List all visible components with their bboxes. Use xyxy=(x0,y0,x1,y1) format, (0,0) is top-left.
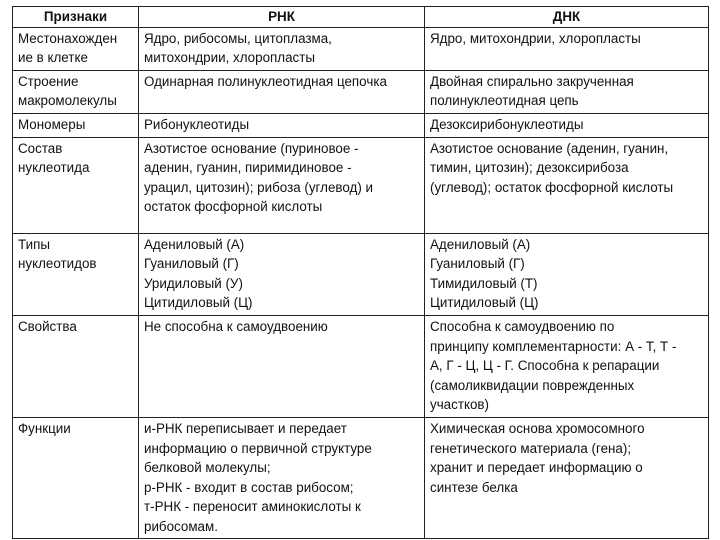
feature-cell-line: Местонахожден xyxy=(18,30,118,46)
dna-cell-line: Адениловый (А) xyxy=(430,236,531,252)
feature-cell-line: макромолекулы xyxy=(18,93,117,109)
dna-cell-line: принципу комплементарности: А - Т, Т - xyxy=(430,338,677,354)
feature-cell xyxy=(13,315,139,417)
table-row-monomers xyxy=(13,113,709,137)
dna-cell-line: полинуклеотидная цепь xyxy=(430,93,579,109)
table-row-location xyxy=(13,27,709,70)
dna-cell-line: тимин, цитозин); дезоксирибоза xyxy=(430,160,629,176)
feature-cell xyxy=(13,70,139,113)
rna-cell-line: Гуаниловый (Г) xyxy=(144,256,239,272)
rna-cell-line: остаток фосфорной кислоты xyxy=(144,199,323,215)
feature-cell-line: Состав xyxy=(18,140,63,156)
header-rna: РНК xyxy=(139,7,425,28)
feature-cell xyxy=(13,113,139,137)
dna-cell-line: Двойная спирально закрученная xyxy=(430,73,634,89)
dna-cell xyxy=(425,27,709,70)
rna-cell-line: Адениловый (А) xyxy=(144,236,245,252)
feature-cell-line: Строение xyxy=(18,73,79,89)
table-row-structure xyxy=(13,70,709,113)
rna-cell-line: рибосомам. xyxy=(144,518,218,534)
dna-cell xyxy=(425,70,709,113)
dna-cell-line: Химическая основа хромосомного xyxy=(430,420,645,436)
rna-cell xyxy=(139,137,425,233)
rna-cell-line: урацил, цитозин); рибоза (углевод) и xyxy=(144,179,373,195)
feature-cell xyxy=(13,417,139,539)
rna-cell xyxy=(139,233,425,315)
feature-cell xyxy=(13,233,139,315)
feature-cell-line: Типы xyxy=(18,236,50,252)
feature-cell-line: Мономеры xyxy=(18,116,86,132)
rna-cell-line: аденин, гуанин, пиримидиновое - xyxy=(144,160,352,176)
dna-cell-line: Тимидиловый (Т) xyxy=(430,275,538,291)
dna-cell-line: генетического материала (гена); xyxy=(430,440,632,456)
comparison-table xyxy=(12,6,709,539)
dna-cell-line: Азотистое основание (аденин, гуанин, xyxy=(430,140,669,156)
feature-cell xyxy=(13,137,139,233)
rna-cell-line: информацию о первичной структуре xyxy=(144,440,372,456)
dna-cell-line: хранит и передает информацию о xyxy=(430,460,643,476)
rna-cell-line: белковой молекулы; xyxy=(144,460,271,476)
dna-cell-line: Цитидиловый (Ц) xyxy=(430,295,539,311)
rna-cell xyxy=(139,27,425,70)
rna-cell-line: Цитидиловый (Ц) xyxy=(144,295,253,311)
dna-cell-line: (углевод); остаток фосфорной кислоты xyxy=(430,179,674,195)
header-dna: ДНК xyxy=(425,7,709,28)
rna-cell-line: Азотистое основание (пуриновое - xyxy=(144,140,359,156)
table-row-functions xyxy=(13,417,709,539)
rna-cell xyxy=(139,417,425,539)
dna-cell-line: Гуаниловый (Г) xyxy=(430,256,525,272)
dna-cell xyxy=(425,137,709,233)
dna-cell xyxy=(425,113,709,137)
dna-cell-line: (самоликвидации поврежденных xyxy=(430,377,635,393)
feature-cell-line: ие в клетке xyxy=(18,50,88,66)
rna-cell xyxy=(139,315,425,417)
dna-cell xyxy=(425,233,709,315)
dna-cell-line: Способна к самоудвоению по xyxy=(430,318,615,334)
rna-cell-line: Одинарная полинуклеотидная цепочка xyxy=(144,73,387,89)
table-row-nucleotide-types xyxy=(13,233,709,315)
rna-cell-line: и-РНК переписывает и передает xyxy=(144,420,347,436)
dna-cell-line: Ядро, митохондрии, хлоропласты xyxy=(430,30,641,46)
rna-cell-line: Ядро, рибосомы, цитоплазма, xyxy=(144,30,332,46)
dna-cell-line: синтезе белка xyxy=(430,479,518,495)
feature-cell-line: Свойства xyxy=(18,318,77,334)
table-row-properties xyxy=(13,315,709,417)
dna-cell xyxy=(425,417,709,539)
dna-cell-line: участков) xyxy=(430,397,489,413)
table-row-nucleotide-composition xyxy=(13,137,709,233)
rna-cell xyxy=(139,113,425,137)
rna-cell-line: Не способна к самоудвоению xyxy=(144,318,328,334)
dna-cell-line: Дезоксирибонуклеотиды xyxy=(430,116,584,132)
rna-cell-line: Рибонуклеотиды xyxy=(144,116,250,132)
rna-cell-line: Уридиловый (У) xyxy=(144,275,243,291)
feature-cell-line: Функции xyxy=(18,420,71,436)
rna-cell xyxy=(139,70,425,113)
feature-cell xyxy=(13,27,139,70)
header-features: Признаки xyxy=(13,7,139,28)
rna-cell-line: р-РНК - входит в состав рибосом; xyxy=(144,479,354,495)
dna-cell xyxy=(425,315,709,417)
table-body xyxy=(13,27,709,539)
dna-cell-line: А, Г - Ц, Ц - Г. Способна к репарации xyxy=(430,358,660,374)
rna-cell-line: т-РНК - переносит аминокислоты к xyxy=(144,499,361,515)
feature-cell-line: нуклеотидов xyxy=(18,256,97,272)
rna-cell-line: митохондрии, хлоропласты xyxy=(144,50,315,66)
feature-cell-line: нуклеотида xyxy=(18,160,90,176)
header-row xyxy=(13,7,709,28)
